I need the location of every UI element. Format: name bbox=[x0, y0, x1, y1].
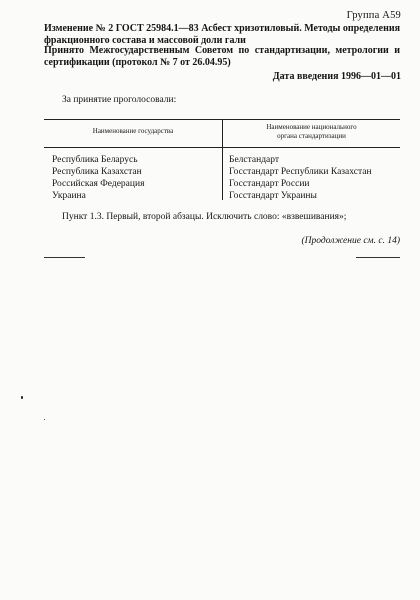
footer-rule-left bbox=[44, 257, 85, 258]
table-header-body bbox=[223, 123, 400, 140]
table-cell-state: Российская Федерация bbox=[52, 179, 145, 189]
table-bodies-column bbox=[229, 154, 372, 202]
voted-intro: За принятие проголосовали: bbox=[62, 95, 177, 105]
effective-date: Дата введения 1996—01—01 bbox=[272, 71, 401, 82]
table-cell-state: Республика Казахстан bbox=[52, 167, 142, 177]
scan-speck bbox=[44, 419, 45, 420]
footer-rule-right bbox=[356, 257, 400, 258]
table-header-body-line1: Наименование национального bbox=[266, 123, 357, 131]
table-cell-state: Украина bbox=[52, 191, 86, 201]
table-cell-state: Республика Беларусь bbox=[52, 155, 138, 165]
group-label: Группа А59 bbox=[346, 10, 401, 21]
table-cell-body: Госстандарт России bbox=[229, 179, 310, 189]
scan-speck bbox=[21, 396, 23, 399]
clause-text: Пункт 1.3. Первый, второй абзацы. Исключить слово: «взвешивания»; bbox=[62, 212, 347, 222]
continuation-note: (Продолжение см. с. 14) bbox=[301, 236, 400, 246]
table-cell-body: Белстандарт bbox=[229, 155, 280, 165]
table-header-body-line2: органа стандартизации bbox=[277, 131, 346, 140]
table-states-column bbox=[52, 154, 144, 202]
adopted-by-text: Принято Межгосударственным Советом по стандартизации, метрологии и сертификации (протокол № 7 от 26.04.95) bbox=[44, 45, 400, 68]
table-cell-body: Госстандарт Украины bbox=[229, 191, 317, 201]
table-header-state: Наименование государства bbox=[92, 127, 174, 135]
change-title: Изменение № 2 ГОСТ 25984.1—83 Асбест хризотиловый. Методы определения фракционного состава и массовой доли гали bbox=[44, 23, 400, 46]
table-cell-body: Госстандарт Республики Казахстан bbox=[229, 167, 372, 177]
